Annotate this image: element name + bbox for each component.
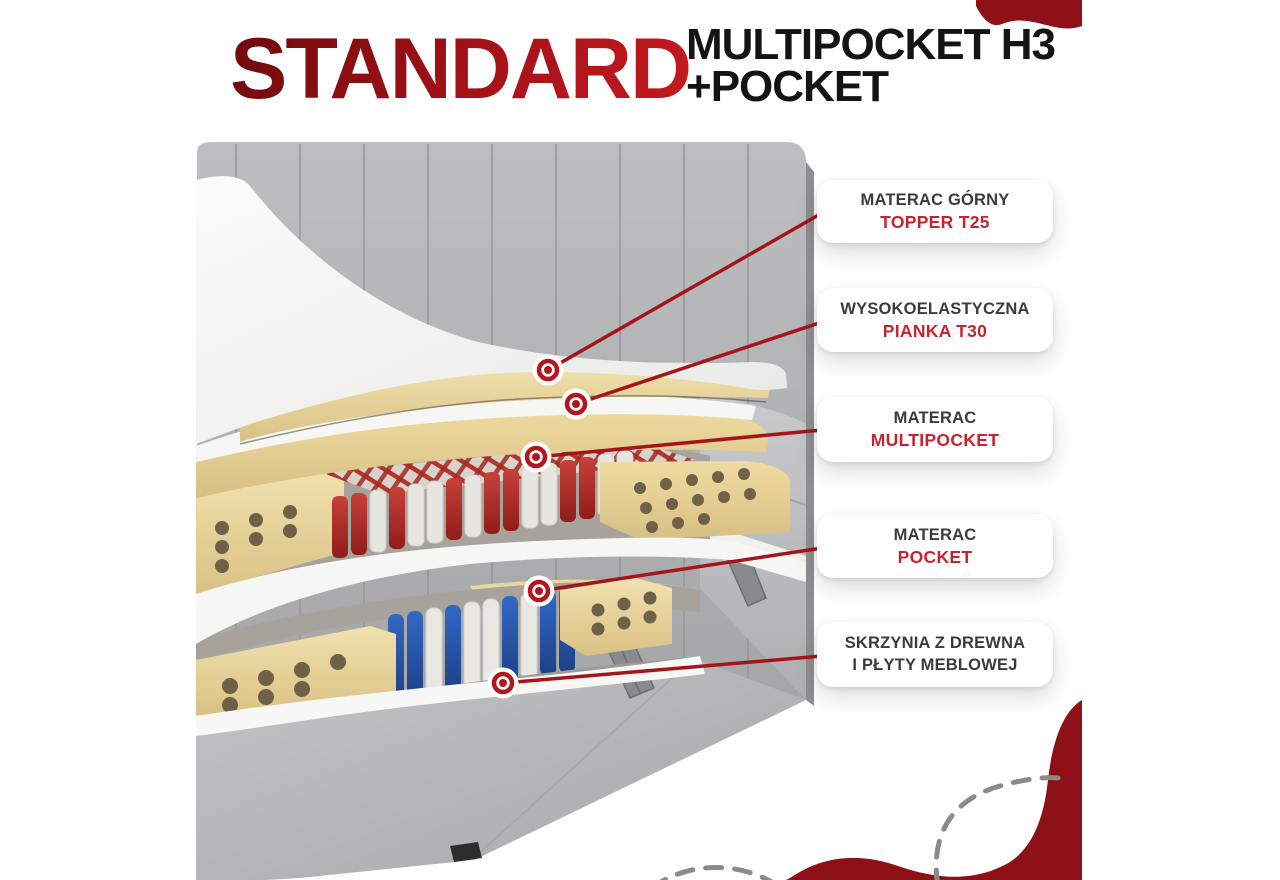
model-line1: MULTIPOCKET H3	[686, 20, 1055, 69]
marker-pianka	[561, 389, 592, 420]
callout-line2-1: PIANKA T30	[882, 320, 988, 341]
callout-box	[817, 622, 1053, 687]
callout-line1-3: MATERAC	[893, 525, 977, 544]
pocket-foam-rail-right	[560, 578, 672, 656]
callout-line1-0: MATERAC GÓRNY	[860, 191, 1010, 209]
model-line2: +POCKET	[686, 62, 889, 111]
callout-multipocket	[817, 397, 1053, 462]
brand-title: STANDARD	[230, 21, 691, 117]
callout-pocket	[817, 514, 1053, 578]
callout-line1-1: WYSOKOELASTYCZNA	[840, 299, 1030, 318]
callout-line2-4: I PŁYTY MEBLOWEJ	[852, 656, 1018, 674]
callout-line2-2: MULTIPOCKET	[870, 430, 1000, 450]
multipocket-foam-rail-right	[600, 461, 790, 540]
headboard-side-edge	[806, 162, 814, 706]
callout-line2-0: TOPPER T25	[880, 212, 990, 232]
marker-multipocket	[521, 442, 552, 473]
marker-box	[488, 668, 519, 699]
callout-line1-4: SKRZYNIA Z DREWNA	[844, 634, 1026, 652]
callout-pianka	[817, 288, 1053, 352]
dashed-curve-2	[652, 867, 778, 880]
marker-topper	[533, 355, 564, 386]
marker-pocket	[524, 576, 555, 607]
top-right-blob	[976, 0, 1082, 29]
bottom-right-blob	[786, 700, 1082, 880]
callout-line1-2: MATERAC	[893, 409, 977, 427]
callout-line2-3: POCKET	[897, 546, 973, 567]
callout-topper	[817, 180, 1053, 243]
